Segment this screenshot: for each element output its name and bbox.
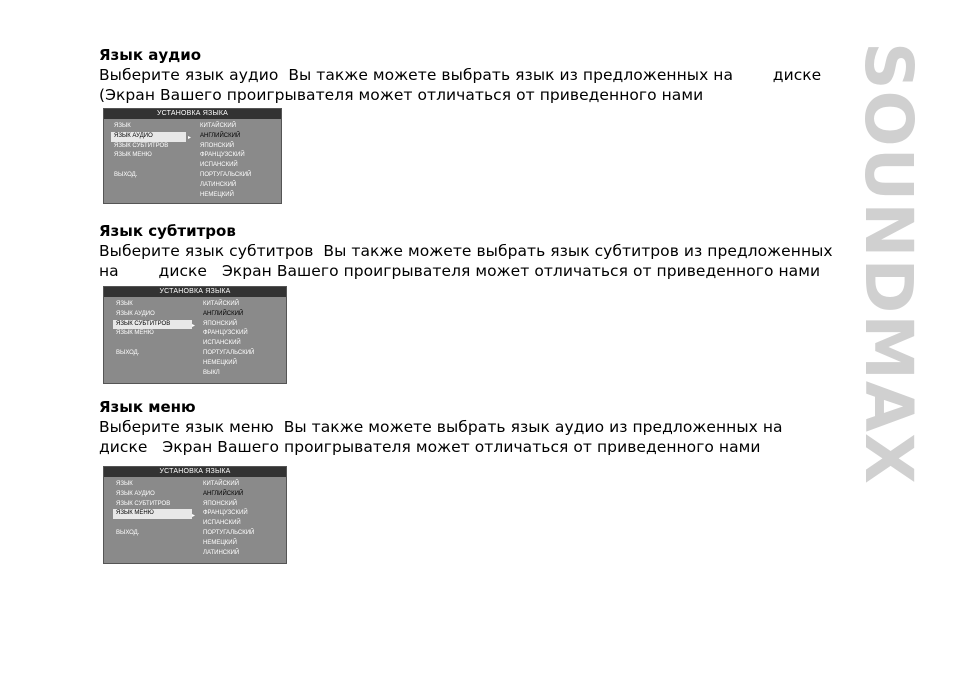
osd-option-item: ФРАНЦУЗСКИЙ <box>200 152 245 159</box>
arrow-right-icon: ▸ <box>188 135 192 141</box>
osd-option-item: АНГЛИЙСКИЙ <box>203 490 244 497</box>
osd-option-item: АНГЛИЙСКИЙ <box>203 310 244 317</box>
osd-title: УСТАНОВКА ЯЗЫКА <box>104 109 281 119</box>
osd-screen-menu <box>103 466 287 564</box>
section-heading-audio: Язык аудио <box>99 46 202 64</box>
osd-option-item: КИТАЙСКИЙ <box>203 301 240 307</box>
osd-option-item: ЛАТИНСКИЙ <box>203 549 240 556</box>
osd-menu-item: ВЫХОД. <box>114 171 138 178</box>
osd-menu-item <box>114 161 186 171</box>
osd-menu-item: ЯЗЫК СУБТИТРОВ <box>114 142 169 149</box>
osd-option-item: ВЫКЛ <box>203 369 220 376</box>
osd-option-item: НЕМЕЦКИЙ <box>203 539 237 546</box>
osd-menu-item: ЯЗЫК <box>116 301 133 307</box>
osd-menu-column <box>116 300 192 359</box>
osd-option-item: ИСПАНСКИЙ <box>200 162 238 169</box>
section-text-line: (Экран Вашего проигрывателя может отличаться от приведенного нами <box>99 86 704 104</box>
osd-option-item: ПОРТУГАЛЬСКИЙ <box>200 171 252 178</box>
osd-menu-item: ЯЗЫК АУДИО <box>116 310 155 317</box>
osd-menu-item: ЯЗЫК АУДИО <box>111 132 186 142</box>
osd-option-item: КИТАЙСКИЙ <box>203 481 240 487</box>
osd-menu-item: ЯЗЫК АУДИО <box>116 490 155 497</box>
brand-logo-text: SOUNDMAX <box>850 42 927 485</box>
osd-option-item: НЕМЕЦКИЙ <box>203 359 237 366</box>
osd-menu-item <box>116 339 192 349</box>
osd-menu-item: ВЫХОД. <box>116 349 140 356</box>
osd-menu-column <box>114 122 186 181</box>
osd-option-item: ФРАНЦУЗСКИЙ <box>203 510 248 517</box>
osd-options-column <box>203 480 283 558</box>
arrow-right-icon: ▸ <box>192 323 196 329</box>
osd-options-column <box>203 300 283 378</box>
section-text-line: Выберите язык меню Вы также можете выбрать язык аудио из предложенных на <box>99 418 783 436</box>
osd-option-item: ЯПОНСКИЙ <box>200 142 235 149</box>
section-heading-menu: Язык меню <box>99 398 196 416</box>
osd-option-item: ПОРТУГАЛЬСКИЙ <box>203 529 255 536</box>
osd-menu-item: ЯЗЫК МЕНЮ <box>114 152 152 159</box>
osd-option-item: КИТАЙСКИЙ <box>200 123 237 129</box>
brand-logo <box>850 42 927 622</box>
section-text-line: на диске Экран Вашего проигрывателя может отличаться от приведенного нами <box>99 262 821 280</box>
osd-menu-column <box>116 480 192 539</box>
osd-menu-item <box>116 519 192 529</box>
arrow-right-icon: ▸ <box>192 513 196 519</box>
osd-screen-subtitles <box>103 286 287 384</box>
osd-menu-item: ВЫХОД. <box>116 529 140 536</box>
osd-menu-item: ЯЗЫК МЕНЮ <box>116 330 154 337</box>
osd-option-item: АНГЛИЙСКИЙ <box>200 132 241 139</box>
osd-options-column <box>200 122 280 200</box>
section-heading-subtitles: Язык субтитров <box>99 222 236 240</box>
osd-option-item: ИСПАНСКИЙ <box>203 520 241 527</box>
osd-title: УСТАНОВКА ЯЗЫКА <box>104 467 286 477</box>
osd-option-item: ЯПОНСКИЙ <box>203 500 238 507</box>
osd-menu-item: ЯЗЫК СУБТИТРОВ <box>113 320 192 330</box>
osd-screen-audio <box>103 108 282 204</box>
osd-option-item: НЕМЕЦКИЙ <box>200 191 234 198</box>
osd-option-item: ИСПАНСКИЙ <box>203 340 241 347</box>
osd-menu-item: ЯЗЫК <box>114 123 131 129</box>
osd-option-item: ЛАТИНСКИЙ <box>200 181 237 188</box>
osd-menu-item: ЯЗЫК МЕНЮ <box>113 509 192 519</box>
osd-option-item: ПОРТУГАЛЬСКИЙ <box>203 349 255 356</box>
osd-menu-item: ЯЗЫК СУБТИТРОВ <box>116 500 171 507</box>
section-text-line: Выберите язык аудио Вы также можете выбрать язык из предложенных на диске <box>99 66 822 84</box>
section-text-line: Выберите язык субтитров Вы также можете выбрать язык субтитров из предложенных <box>99 242 833 260</box>
osd-menu-item: ЯЗЫК <box>116 481 133 487</box>
osd-title: УСТАНОВКА ЯЗЫКА <box>104 287 286 297</box>
osd-option-item: ЯПОНСКИЙ <box>203 320 238 327</box>
section-text-line: диске Экран Вашего проигрывателя может отличаться от приведенного нами <box>99 438 761 456</box>
osd-option-item: ФРАНЦУЗСКИЙ <box>203 330 248 337</box>
